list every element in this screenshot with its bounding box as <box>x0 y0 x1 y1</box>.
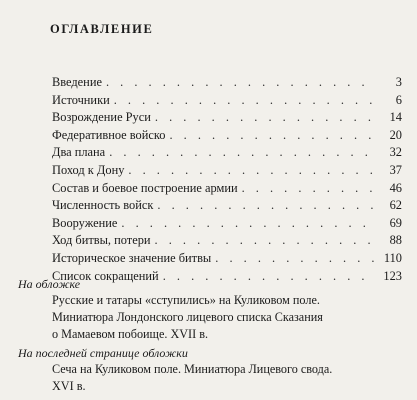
caption-line: Миниатюра Лондонского лицевого списка Сказания <box>52 310 323 324</box>
toc-entry-title: Список сокращений <box>52 268 159 283</box>
toc-entry <box>52 197 402 215</box>
cover-notes <box>18 276 408 395</box>
toc-dot-leader <box>242 180 376 198</box>
toc-entry <box>52 92 402 110</box>
toc-dot-leader <box>155 232 376 250</box>
toc-entry-title: Вооружение <box>52 215 118 230</box>
toc-entry-page: 123 <box>383 268 402 283</box>
toc-dot-leader <box>157 197 376 215</box>
toc-entry <box>52 74 402 92</box>
caption-line: о Мамаевом побоище. XVII в. <box>52 327 209 341</box>
toc-entry-page: 37 <box>389 162 402 177</box>
toc-entry-page: 14 <box>389 110 402 125</box>
toc-entry <box>52 215 402 233</box>
front-cover-caption <box>18 292 408 343</box>
toc-entry <box>52 232 402 250</box>
toc-dot-leader <box>121 215 376 233</box>
page-title: ОГЛАВЛЕНИЕ <box>50 22 154 36</box>
toc-entry-title: Историческое значение битвы <box>52 250 212 265</box>
toc-entry-page: 20 <box>389 127 402 142</box>
toc-entry-title: Состав и боевое построение армии <box>52 180 238 195</box>
front-cover-label: На обложке <box>18 277 81 291</box>
toc-entry-page: 88 <box>389 233 402 248</box>
toc-entry-title: Федеративное войско <box>52 127 166 142</box>
toc-entry <box>52 127 402 145</box>
back-cover-label: На последней странице обложки <box>18 346 188 360</box>
toc-entry <box>52 250 402 268</box>
back-cover-caption <box>18 361 408 395</box>
toc-entry-title: Численность войск <box>52 198 154 213</box>
toc-dot-leader <box>215 250 376 268</box>
caption-line: Сеча на Куликовом поле. Миниатюра Лицевого свода. <box>52 362 333 376</box>
toc-entry-page: 32 <box>389 145 402 160</box>
toc-entry-page: 46 <box>389 180 402 195</box>
toc-dot-leader <box>106 74 376 92</box>
caption-line: Русские и татары «сступились» на Куликовом поле. <box>52 293 320 307</box>
caption-line: XVI в. <box>52 379 86 393</box>
toc-dot-leader <box>128 162 376 180</box>
toc-entry-title: Введение <box>52 75 102 89</box>
toc-entry-page: 62 <box>389 198 402 213</box>
toc-entry <box>52 144 402 162</box>
toc-entry-page: 110 <box>383 250 402 265</box>
toc-entry-page: 69 <box>389 215 402 230</box>
toc-entry-title: Поход к Дону <box>52 162 125 177</box>
toc-entry-page: 6 <box>395 92 402 107</box>
toc-entry-title: Источники <box>52 92 110 107</box>
toc-entry-title: Два плана <box>52 145 106 160</box>
toc-entry-page: 3 <box>395 75 402 89</box>
table-of-contents <box>52 74 402 285</box>
toc-dot-leader <box>169 127 376 145</box>
toc-entry <box>52 162 402 180</box>
toc-entry-title: Ход битвы, потери <box>52 233 151 248</box>
toc-entry-title: Возрождение Руси <box>52 110 151 125</box>
toc-dot-leader <box>114 92 376 110</box>
toc-entry <box>52 109 402 127</box>
toc-dot-leader <box>109 144 376 162</box>
toc-entry <box>52 180 402 198</box>
toc-dot-leader <box>155 109 376 127</box>
